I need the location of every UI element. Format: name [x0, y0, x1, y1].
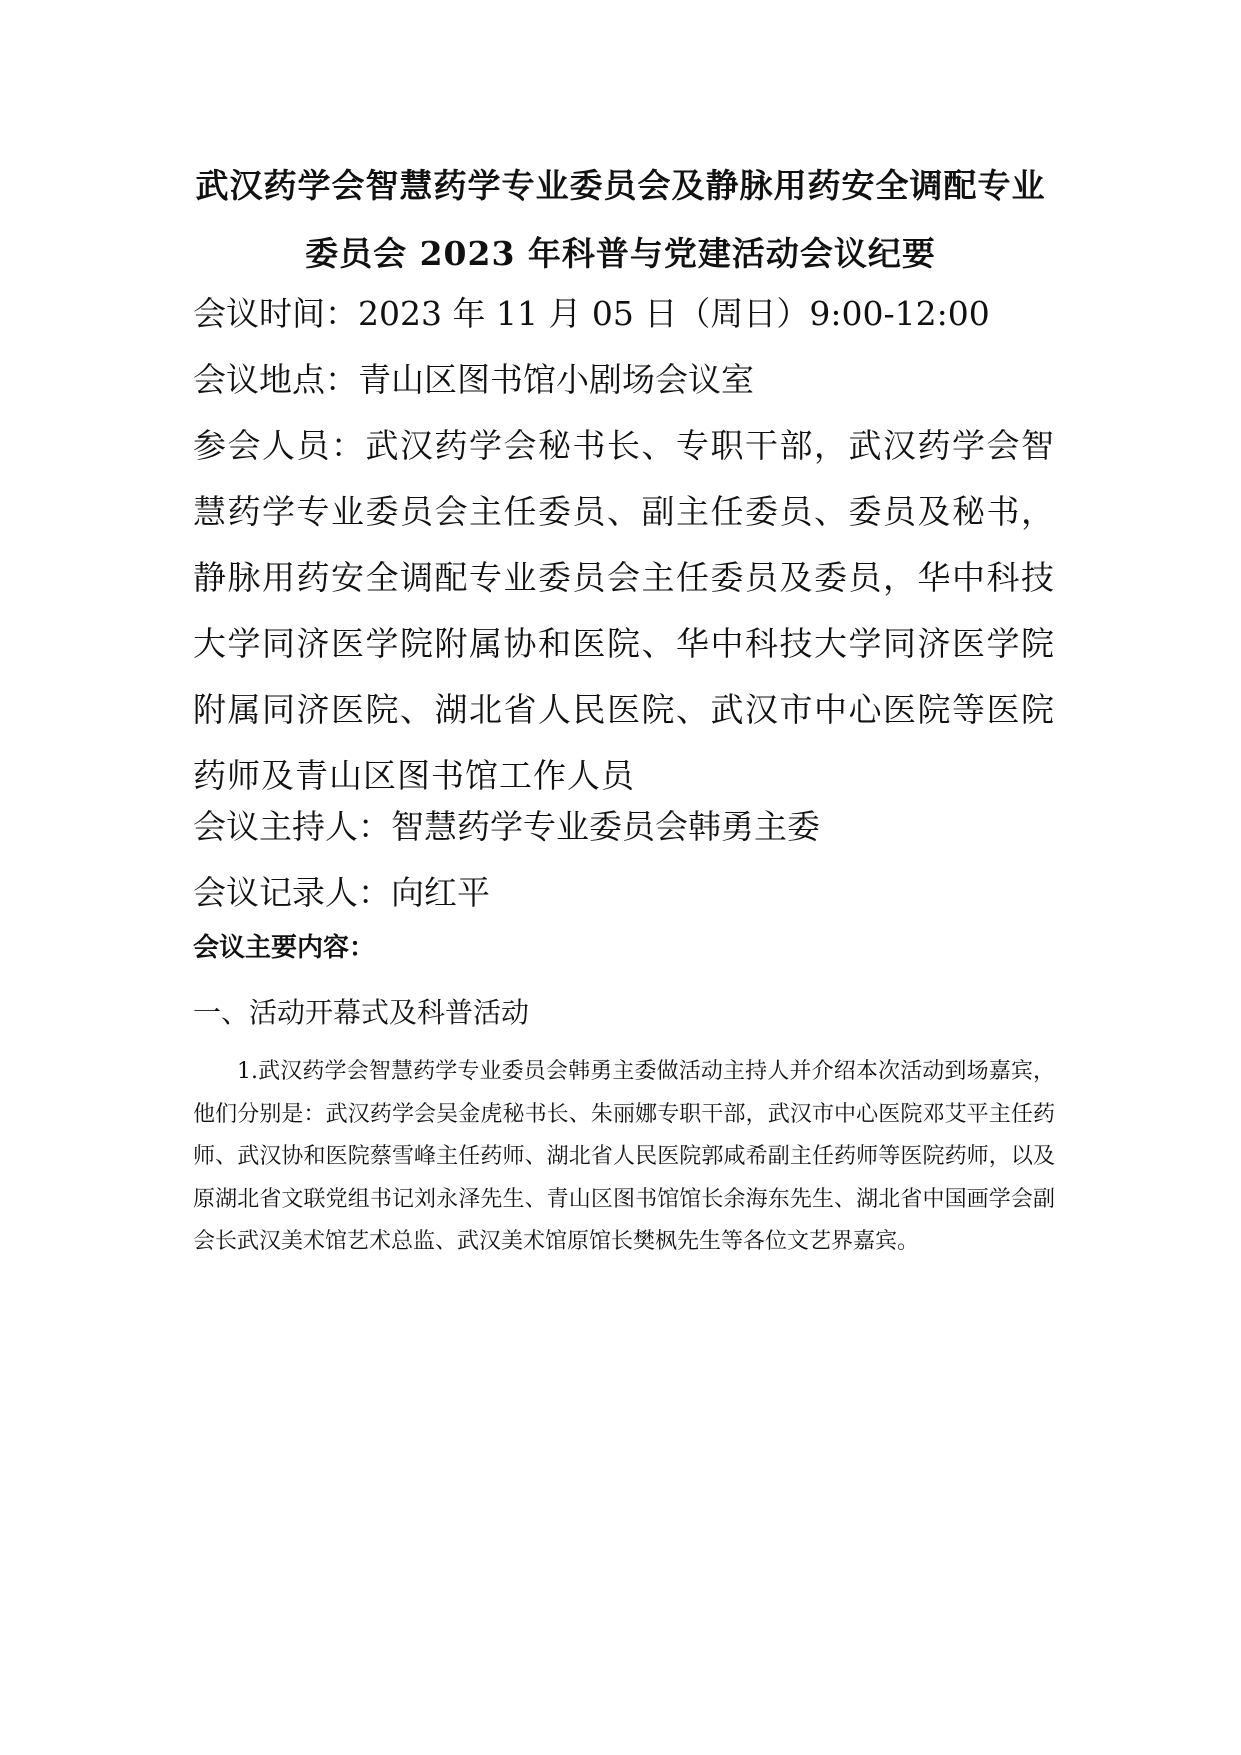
meeting-attendees: 参会人员：武汉药学会秘书长、专职干部，武汉药学会智慧药学专业委员会主任委员、副主任委员、委员及秘书，静脉用药安全调配专业委员会主任委员及委员，华中科技大学同济医学院附属协和医院、华中科技大学同济医学院附属同济医院、湖北省人民医院、武汉市中心医院等医院药师及青山区图书馆工作人员	[193, 426, 1055, 795]
meeting-time: 会议时间：2023 年 11 月 05 日（周日）9:00-12:00	[193, 294, 990, 333]
document-title-line-1: 武汉药学会智慧药学专业委员会及静脉用药安全调配专业	[195, 166, 1046, 205]
document-title-line-2: 委员会 2023 年科普与党建活动会议纪要	[305, 234, 936, 273]
section-1-paragraph-1: 1.武汉药学会智慧药学专业委员会韩勇主委做活动主持人并介绍本次活动到场嘉宾，他们分别是：武汉药学会吴金虎秘书长、朱丽娜专职干部，武汉市中心医院邓艾平主任药师、武汉协和医院蔡雪峰主任药师、湖北省人民医院郭咸希副主任药师等医院药师，以及原湖北省文联党组书记刘永泽先生、青山区图书馆馆长余海东先生、湖北省中国画学会副会长武汉美术馆艺术总监、武汉美术馆原馆长樊枫先生等各位文艺界嘉宾。	[193, 1059, 1055, 1254]
meeting-host: 会议主持人：智慧药学专业委员会韩勇主委	[193, 807, 820, 846]
main-content-heading: 会议主要内容：	[193, 933, 376, 963]
meeting-location: 会议地点：青山区图书馆小剧场会议室	[193, 360, 754, 399]
section-1-heading: 一、活动开幕式及科普活动	[193, 996, 530, 1029]
meeting-recorder: 会议记录人：向红平	[193, 873, 490, 912]
